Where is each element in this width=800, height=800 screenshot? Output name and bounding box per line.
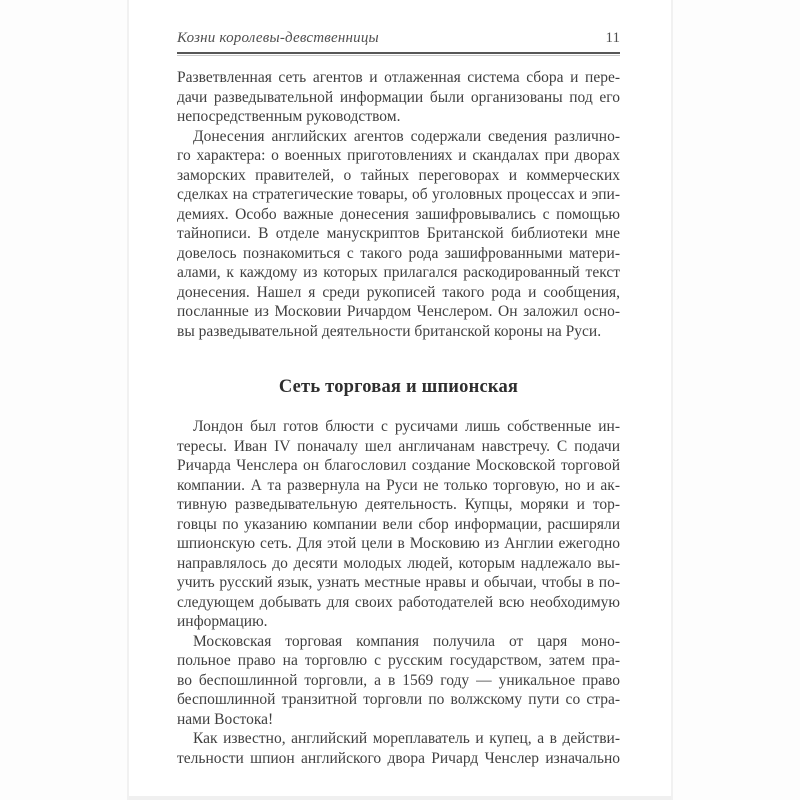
text-line: следующем добывать для своих работодателей всю необходимую [177,593,620,611]
header-rule-light [177,55,620,56]
text-line: Ричарда Ченслера он благословил создание Московской торговой [177,457,620,474]
text-line: говцы по указанию компании вели сбор информации, расширяли [177,515,620,533]
text-line: компании. А та развернула на Руси не только торговую, но и ак- [177,476,620,494]
text-line: Как известно, английский мореплаватель и купец, а в действи- [193,730,620,747]
text-line: направлялось до десяти молодых людей, которым надлежало вы- [177,554,620,572]
text-line: тайнописи. В отделе манускриптов Британской библиотеки мне [177,225,620,242]
text-block-before-heading [177,68,620,341]
text-line: алами, к каждому из которых прилагался раскодированный текст [177,264,620,281]
text-line: тивную разведывательную деятельность. Купцы, моряки и тор- [177,496,620,513]
running-header [177,0,620,47]
paragraph [177,632,620,730]
text-line: нами Востока! [177,710,274,728]
text-line: посланные из Московии Ричардом Ченслером. Он заложил осно- [177,303,620,320]
text-line: Донесения английских агентов содержали сведения различно- [193,127,620,145]
page-number: 11 [605,30,620,46]
text-line: го характера: о военных приготовлениях и скандалах при дворах [177,147,620,164]
page-bottom-edge [129,796,671,800]
text-line: довелось познакомиться с такого рода зашифрованными матери- [177,244,620,262]
text-line: демиях. Особо важные донесения зашифровывались с помощью [177,205,620,223]
text-block-after-heading [177,417,620,768]
paragraph [177,127,620,342]
text-line: польное право на торговлю с русским государством, затем пра- [177,652,620,669]
text-line: донесения. Нашел я среди рукописей такого рода и сообщения, [177,283,620,301]
text-line: заморских правителей, о тайных переговорах и коммерческих [177,166,620,184]
section-heading: Сеть торговая и шпионская [278,377,519,397]
running-title: Козни королевы-девственницы [177,30,379,46]
book-page [127,0,673,800]
text-line: Лондон был готов блюсти с русичами лишь собственные ин- [193,418,620,435]
paragraph [177,417,620,632]
text-line: дачи разведывательной информации были организованы под его [177,88,620,106]
paragraph [177,729,620,768]
text-line: вы разведывательной деятельности британской короны на Руси. [177,322,602,340]
text-line: тересы. Иван IV поначалу шел англичанам навстречу. С подачи [177,437,620,455]
text-line: беспошлинной транзитной торговли по волжскому пути со стра- [177,691,620,708]
text-line: Разветвленная сеть агентов и отлаженная система сбора и пере- [177,69,620,86]
page-content [129,0,671,768]
text-line: сделках на стратегические товары, об уголовных процессах и эпи- [177,186,620,203]
text-line: тельности шпион английского двора Ричард Ченслер изначально [177,749,620,767]
text-line: во беспошлинной торговли, а в 1569 году — уникальное право [177,671,620,689]
text-line: шпионскую сеть. Для этой цели в Московию из Англии ежегодно [177,535,620,552]
text-line: информацию. [177,613,268,630]
text-line: непосредственным руководством. [177,108,401,125]
header-rule-dark [177,52,620,54]
text-line: Московская торговая компания получила от царя моно- [193,632,620,650]
text-line: учить русский язык, узнать местные нравы и обычаи, чтобы в по- [177,574,620,591]
paragraph [177,68,620,127]
